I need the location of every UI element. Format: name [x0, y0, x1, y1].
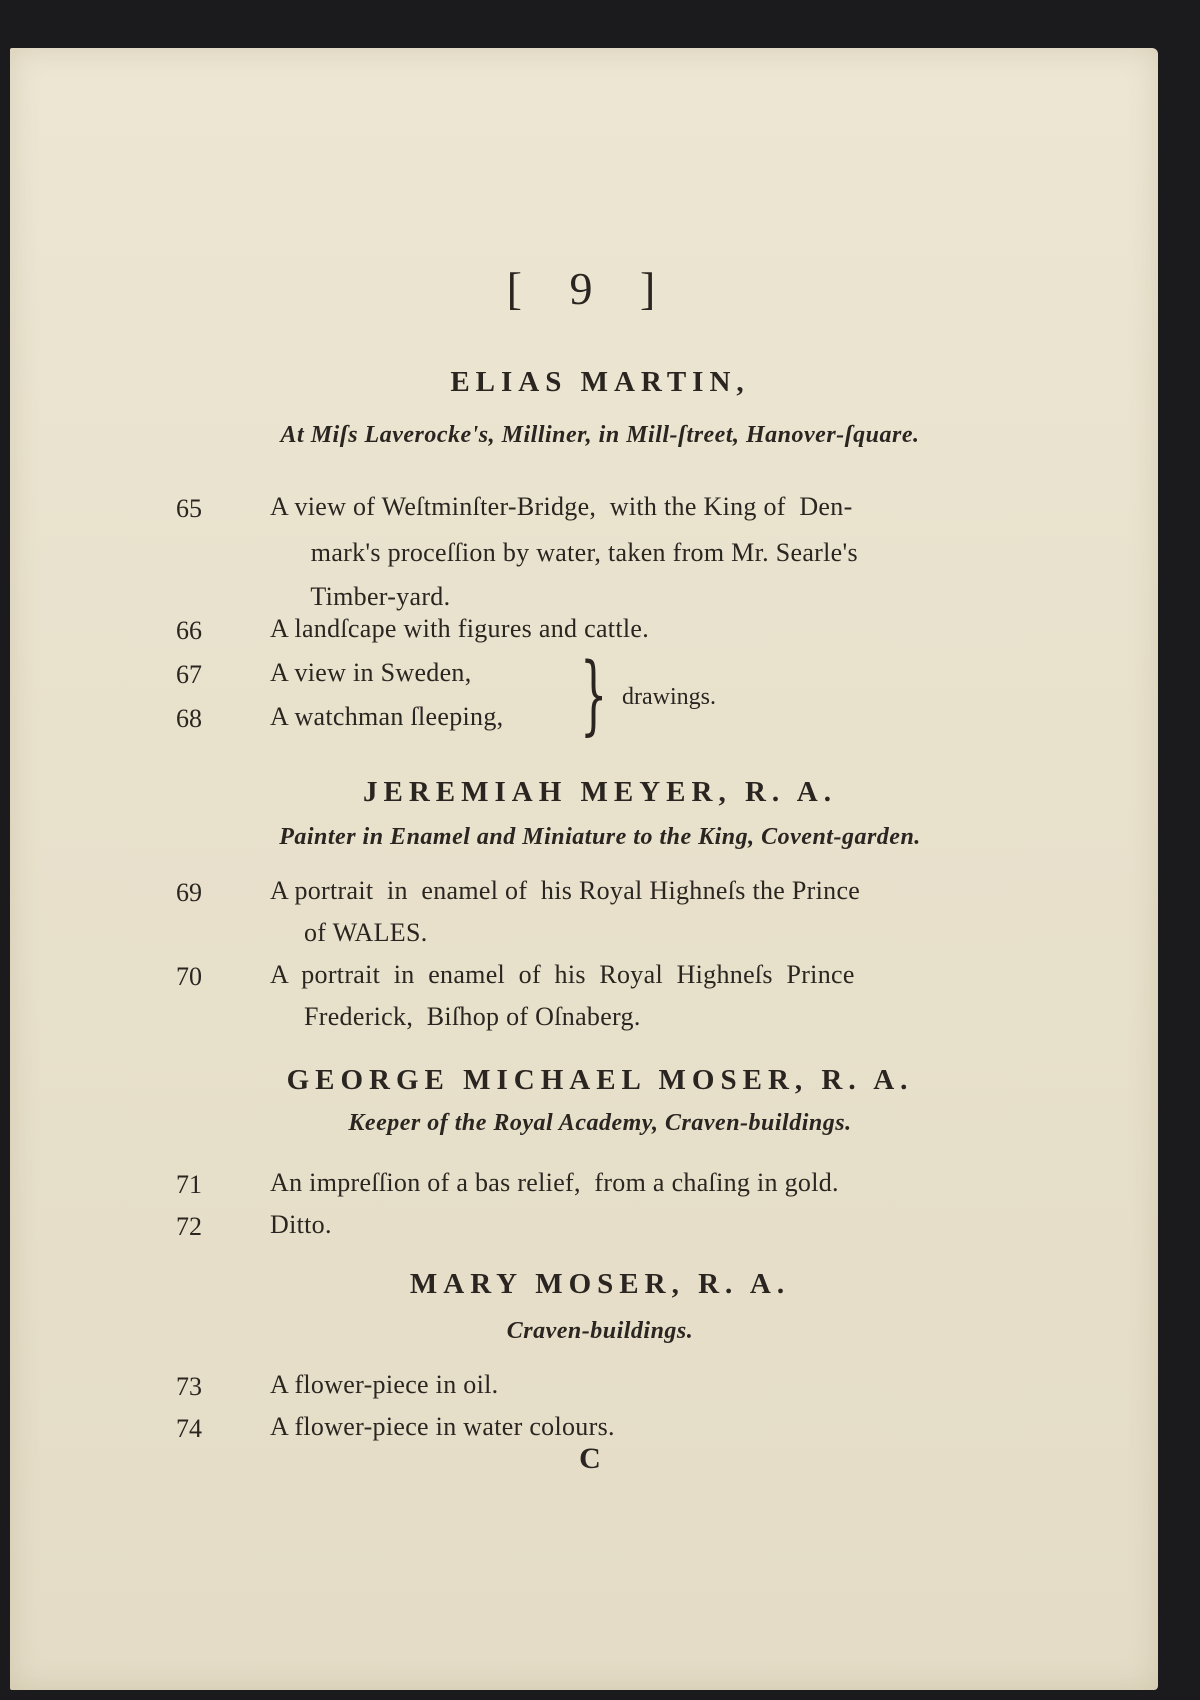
entry-text-70-line-1: A portrait in enamel of his Royal Highneſs Prince — [270, 960, 855, 989]
entry-text-74: A flower-piece in water colours. — [270, 1412, 615, 1441]
brace-label-drawings: drawings. — [622, 684, 716, 710]
artist-name-george-michael-moser: GEORGE MICHAEL MOSER, R. A. — [286, 1064, 914, 1096]
entry-number-72: 72 — [176, 1212, 202, 1241]
entry-text-65-line-2: mark's proceſſion by water, taken from Mr. Searle's — [270, 538, 858, 567]
entry-number-71: 71 — [176, 1170, 202, 1199]
brace-bracket: } — [580, 645, 608, 745]
entry-text-69-line-1: A portrait in enamel of his Royal Highneſs the Prince — [270, 876, 861, 905]
entry-number-68: 68 — [176, 704, 202, 733]
entry-number-70: 70 — [176, 962, 202, 991]
entry-text-67: A view in Sweden, — [270, 658, 472, 687]
entry-text-70-line-2: Frederick, Biſhop of Oſnaberg. — [270, 1002, 641, 1031]
entry-number-67: 67 — [176, 660, 202, 689]
artist-name-elias-martin: ELIAS MARTIN, — [450, 366, 750, 398]
page-number: [ 9 ] — [506, 263, 674, 314]
entry-text-65-line-3: Timber-yard. — [270, 582, 451, 611]
artist-name-mary-moser: MARY MOSER, R. A. — [409, 1268, 791, 1300]
artist-address-mary-moser: Craven-buildings. — [506, 1318, 694, 1344]
entry-text-65-line-1: A view of Weſtminſter-Bridge, with the King of Den- — [270, 492, 853, 521]
entry-number-73: 73 — [176, 1372, 202, 1401]
artist-name-jeremiah-meyer: JEREMIAH MEYER, R. A. — [362, 776, 837, 808]
entry-text-66: A landſcape with figures and cattle. — [270, 614, 650, 643]
artist-address-george-michael-moser: Keeper of the Royal Academy, Craven-buildings. — [348, 1110, 852, 1136]
entry-text-69-line-2: of WALES. — [270, 918, 428, 947]
entry-number-66: 66 — [176, 616, 202, 645]
catch-word: C — [579, 1442, 601, 1475]
artist-address-elias-martin: At Miſs Laverocke's, Milliner, in Mill-ſtreet, Hanover-ſquare. — [280, 422, 920, 448]
entry-text-71: An impreſſion of a bas relief, from a chaſing in gold. — [270, 1168, 839, 1197]
entry-number-74: 74 — [176, 1414, 202, 1443]
artist-address-jeremiah-meyer: Painter in Enamel and Miniature to the King, Covent-garden. — [279, 824, 921, 850]
entry-text-72: Ditto. — [270, 1210, 332, 1239]
entry-number-65: 65 — [176, 494, 202, 523]
entry-number-69: 69 — [176, 878, 202, 907]
entry-text-73: A flower-piece in oil. — [270, 1370, 499, 1399]
entry-text-68: A watchman ſleeping, — [270, 702, 504, 731]
